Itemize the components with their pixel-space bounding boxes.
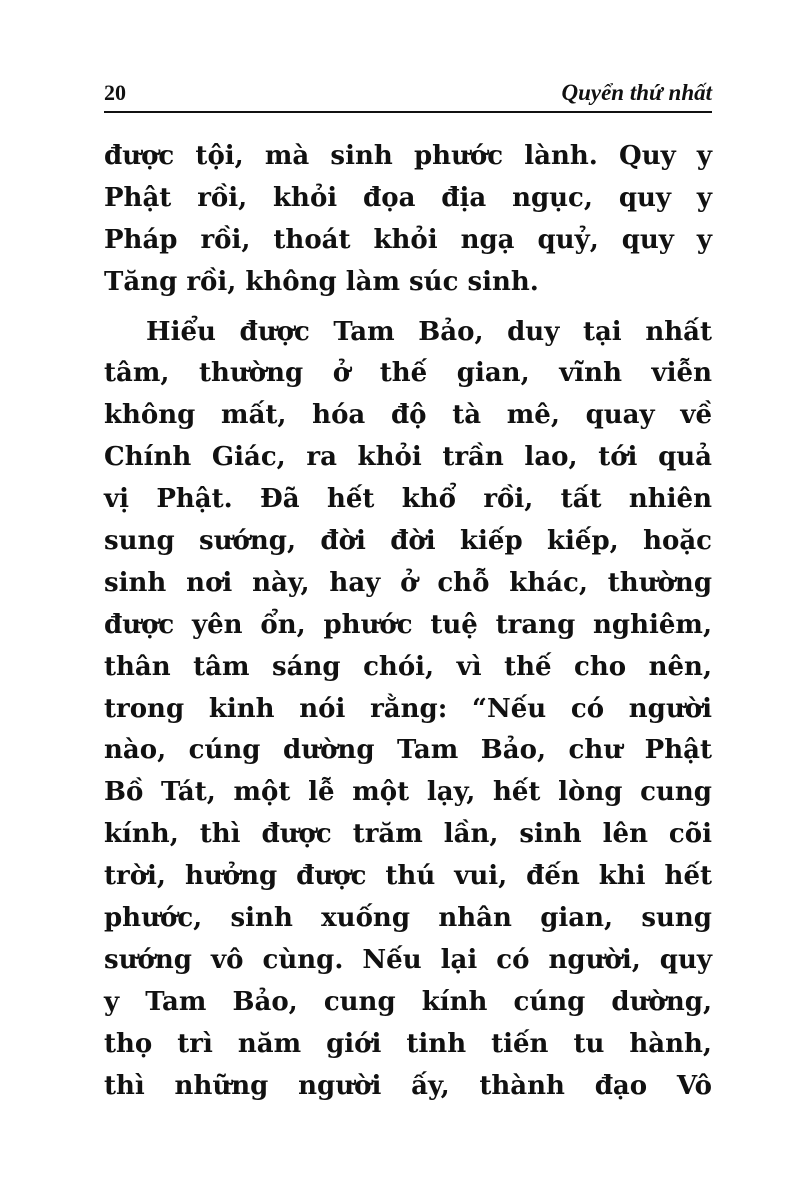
paragraph-2 bbox=[104, 312, 712, 1108]
running-title: Quyển thứ nhất bbox=[561, 80, 712, 105]
text-line: được yên ổn, phước tuệ trang nghiêm, bbox=[104, 609, 712, 640]
body-text bbox=[104, 136, 712, 1107]
text-line: kính, thì được trăm lần, sinh lên cõi bbox=[104, 819, 712, 850]
text-line: Bồ Tát, một lễ một lạy, hết lòng cung bbox=[104, 777, 712, 808]
text-line: sướng vô cùng. Nếu lại có người, quy bbox=[104, 944, 712, 975]
text-line: thân tâm sáng chói, vì thế cho nên, bbox=[104, 651, 712, 682]
text-line: trong kinh nói rằng: “Nếu có người bbox=[104, 693, 712, 724]
text-line: thọ trì năm giới tinh tiến tu hành, bbox=[104, 1028, 712, 1059]
page-header bbox=[104, 78, 712, 108]
page-number: 20 bbox=[104, 80, 126, 105]
text-line: phước, sinh xuống nhân gian, sung bbox=[104, 903, 712, 934]
text-line: không mất, hóa độ tà mê, quay về bbox=[104, 400, 712, 431]
text-line: Tăng rồi, không làm súc sinh. bbox=[104, 266, 539, 297]
text-line: vị Phật. Đã hết khổ rồi, tất nhiên bbox=[104, 484, 712, 515]
text-line: y Tam Bảo, cung kính cúng dường, bbox=[104, 986, 712, 1017]
text-line: Chính Giác, ra khỏi trần lao, tới quả bbox=[104, 442, 712, 473]
text-line: Pháp rồi, thoát khỏi ngạ quỷ, quy y bbox=[104, 224, 712, 255]
header-rule bbox=[104, 111, 712, 113]
paragraph-gap bbox=[104, 304, 712, 312]
text-line: sinh nơi này, hay ở chỗ khác, thường bbox=[104, 567, 712, 598]
text-line: được tội, mà sinh phước lành. Quy y bbox=[104, 141, 712, 171]
text-line: trời, hưởng được thú vui, đến khi hết bbox=[104, 861, 712, 892]
text-line: thì những người ấy, thành đạo Vô bbox=[104, 1070, 712, 1101]
text-line: sung sướng, đời đời kiếp kiếp, hoặc bbox=[104, 526, 712, 557]
text-line: Hiểu được Tam Bảo, duy tại nhất bbox=[146, 316, 712, 347]
text-line: nào, cúng dường Tam Bảo, chư Phật bbox=[104, 735, 712, 766]
text-line: tâm, thường ở thế gian, vĩnh viễn bbox=[104, 358, 712, 389]
text-line: Phật rồi, khỏi đọa địa ngục, quy y bbox=[104, 182, 712, 213]
paragraph-1 bbox=[104, 136, 712, 304]
